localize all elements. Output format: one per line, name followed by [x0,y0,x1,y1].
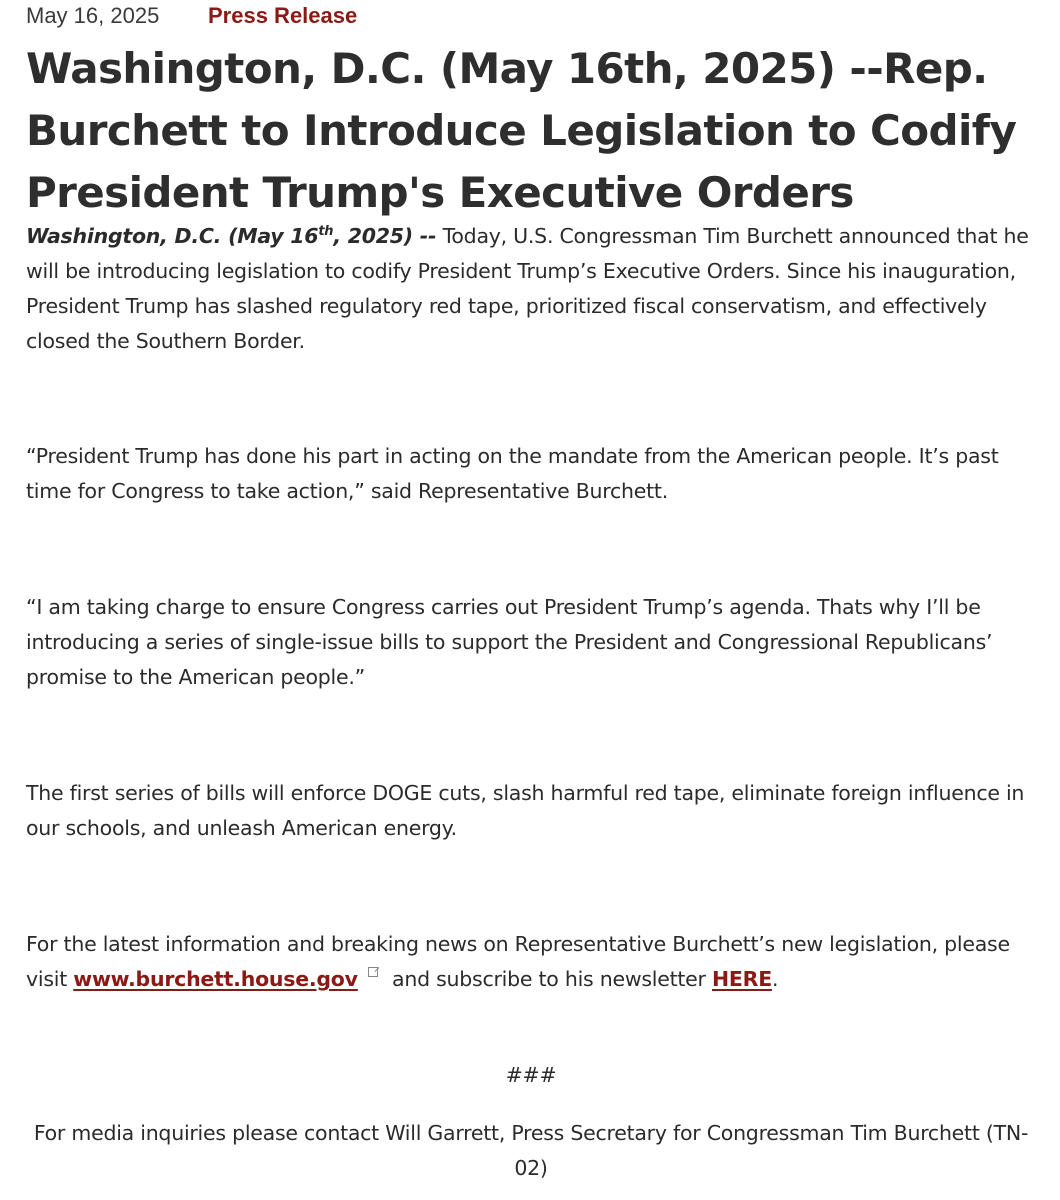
release-meta [26,2,357,30]
lead-dateline-start: Washington, D.C. (May 16 [26,224,319,248]
lead-dateline-end: , 2025) -- [333,224,437,248]
info-text-end: . [771,967,779,991]
newsletter-link[interactable]: HERE [712,967,772,991]
lead-dateline [26,224,436,248]
release-type: Press Release [208,3,358,28]
lead-dateline-ordinal: th [318,224,334,240]
external-link-icon [368,967,378,977]
media-contact: For media inquiries please contact Will Garrett, Press Secretary for Congressman Tim Burchett (TN-02) [33,1121,1029,1180]
info-text-middle: and subscribe to his newsletter [385,967,712,991]
website-link[interactable]: www.burchett.house.gov [73,967,358,991]
info-paragraph [26,927,1036,997]
separator: ### [505,1063,557,1087]
bills-paragraph: The first series of bills will enforce DOGE cuts, slash harmful red tape, eliminate foreign influence in our schools, and unleash American energy. [26,781,1025,840]
quote-paragraph-1: “President Trump has done his part in acting on the mandate from the American people. It’s past time for Congress to take action,” said Representative Burchett. [26,444,999,503]
quote-paragraph-2: “I am taking charge to ensure Congress carries out President Trump’s agenda. Thats why I’ll be introducing a series of single-issue bills to support the President and Congressional Republicans’ promise to the American people.” [26,595,993,689]
info-text-start: For the latest information and breaking news on Representative Burchett’s new legislation, please visit [26,932,1010,991]
release-date: May 16, 2025 [26,3,160,28]
lead-paragraph [26,219,1036,359]
lead-text: Today, U.S. Congressman Tim Burchett announced that he will be introducing legislation to codify President Trump’s Executive Orders. Since his inauguration, President Trump has slashed regulatory red tape, prioritized fiscal conservatism, and effectively closed the Southern Border. [26,224,1029,353]
page-title: Washington, D.C. (May 16th, 2025) --Rep. Burchett to Introduce Legislation to Codify President Trump's Executive Orders [26,44,1017,217]
